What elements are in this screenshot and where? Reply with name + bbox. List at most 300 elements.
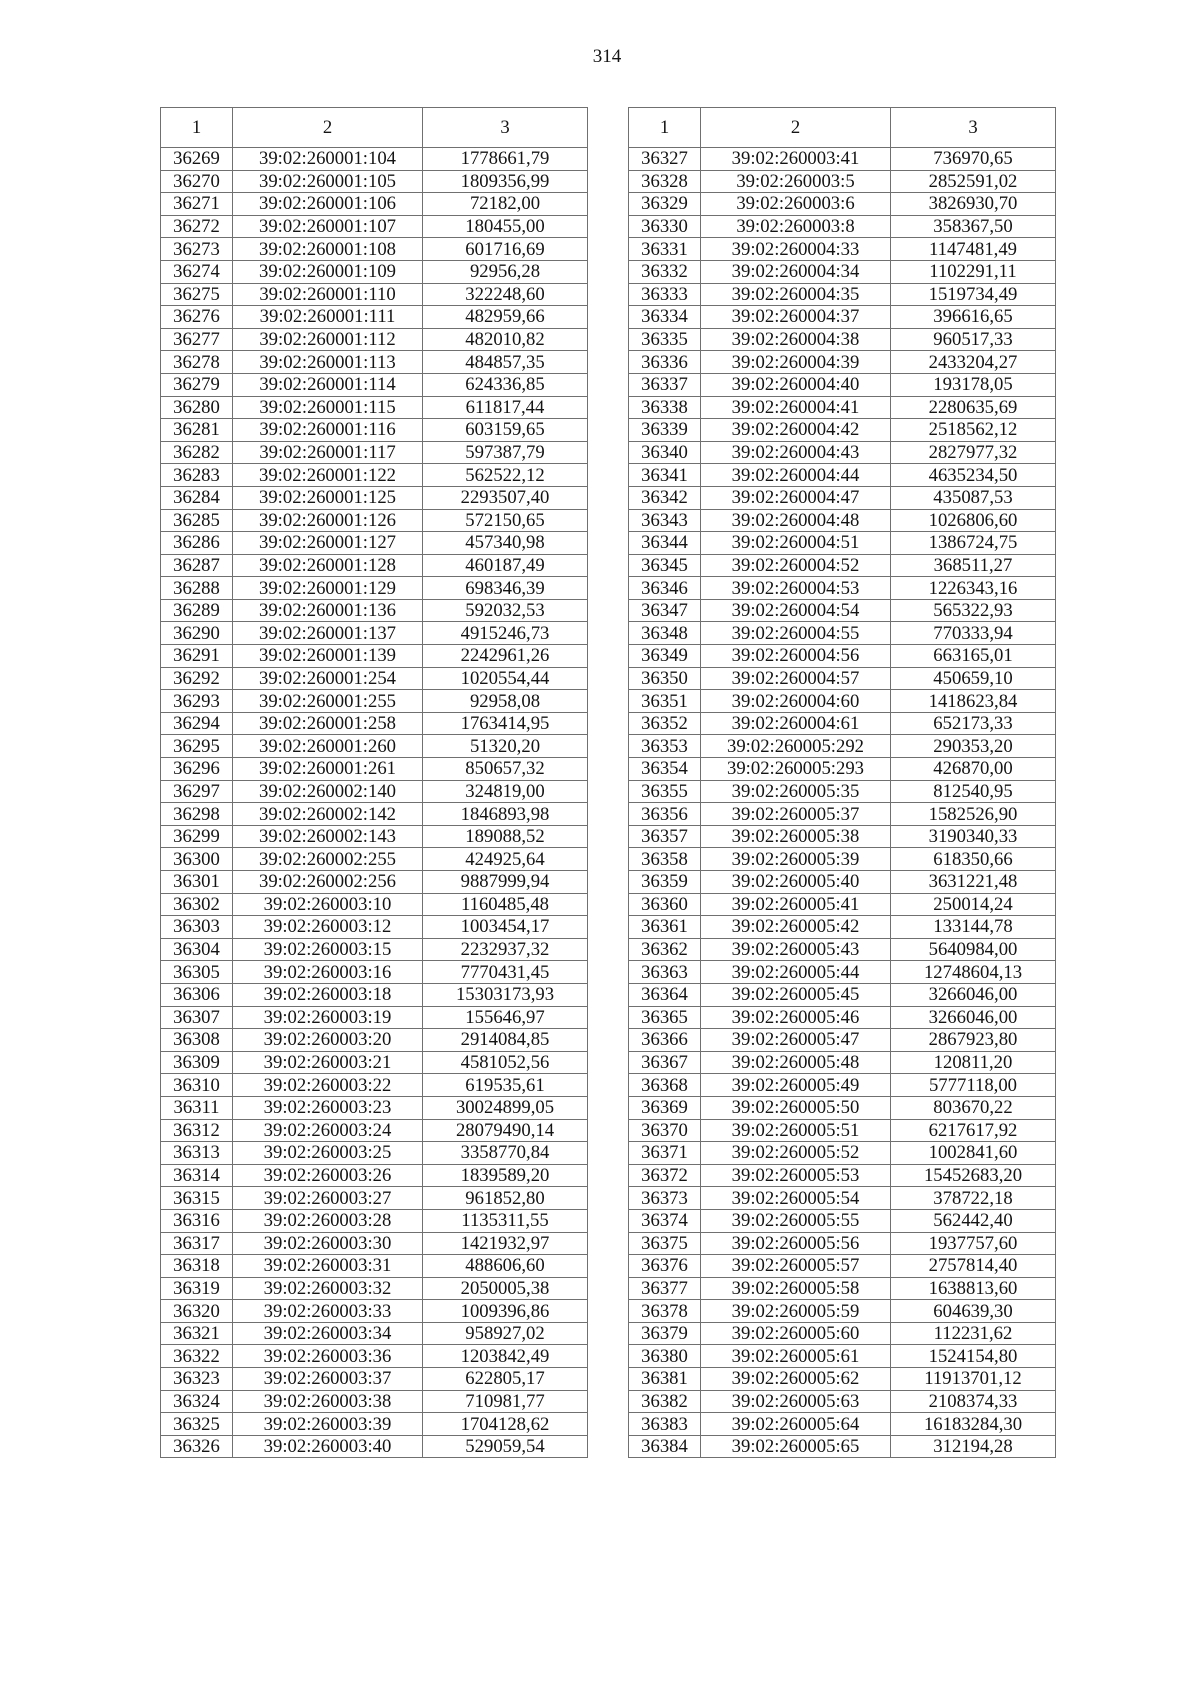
index-cell: 36313 (161, 1142, 233, 1165)
cadastral-number-cell: 39:02:260005:62 (701, 1368, 891, 1391)
cadastral-number-cell: 39:02:260003:20 (233, 1029, 423, 1052)
cadastral-number-cell: 39:02:260004:53 (701, 577, 891, 600)
index-cell: 36298 (161, 803, 233, 826)
table-row (629, 532, 1056, 555)
table-row (629, 712, 1056, 735)
index-cell: 36348 (629, 622, 701, 645)
index-cell: 36278 (161, 351, 233, 374)
index-cell: 36272 (161, 215, 233, 238)
index-cell: 36299 (161, 825, 233, 848)
cadastral-number-cell: 39:02:260003:5 (701, 170, 891, 193)
page-number: 314 (592, 46, 622, 67)
cadastral-number-cell: 39:02:260003:36 (233, 1345, 423, 1368)
value-cell: 1763414,95 (423, 712, 588, 735)
index-cell: 36280 (161, 396, 233, 419)
table-row (629, 464, 1056, 487)
table-row (629, 599, 1056, 622)
value-cell: 2827977,32 (891, 441, 1056, 464)
index-cell: 36318 (161, 1255, 233, 1278)
cadastral-number-cell: 39:02:260001:139 (233, 645, 423, 668)
value-cell: 1386724,75 (891, 532, 1056, 555)
table-row (161, 1029, 588, 1052)
table-row (629, 1209, 1056, 1232)
index-cell: 36322 (161, 1345, 233, 1368)
cadastral-number-cell: 39:02:260005:53 (701, 1164, 891, 1187)
table-row (161, 1096, 588, 1119)
cadastral-number-cell: 39:02:260005:63 (701, 1390, 891, 1413)
cadastral-number-cell: 39:02:260004:35 (701, 283, 891, 306)
index-cell: 36294 (161, 712, 233, 735)
index-cell: 36334 (629, 306, 701, 329)
cadastral-number-cell: 39:02:260003:22 (233, 1074, 423, 1097)
table-row (629, 509, 1056, 532)
table-row (161, 464, 588, 487)
index-cell: 36333 (629, 283, 701, 306)
table-row (161, 577, 588, 600)
value-cell: 1020554,44 (423, 667, 588, 690)
column-header-2: 2 (701, 108, 891, 148)
index-cell: 36300 (161, 848, 233, 871)
table-row (161, 1300, 588, 1323)
table-row (629, 893, 1056, 916)
index-cell: 36356 (629, 803, 701, 826)
table-row (629, 1119, 1056, 1142)
table-row (629, 306, 1056, 329)
value-cell: 133144,78 (891, 916, 1056, 939)
value-cell: 698346,39 (423, 577, 588, 600)
cadastral-number-cell: 39:02:260002:255 (233, 848, 423, 871)
value-cell: 3358770,84 (423, 1142, 588, 1165)
value-cell: 597387,79 (423, 441, 588, 464)
index-cell: 36310 (161, 1074, 233, 1097)
cadastral-number-cell: 39:02:260003:39 (233, 1413, 423, 1436)
value-cell: 1704128,62 (423, 1413, 588, 1436)
cadastral-number-cell: 39:02:260003:41 (701, 148, 891, 171)
cadastral-number-cell: 39:02:260004:39 (701, 351, 891, 374)
table-body (629, 148, 1056, 1458)
value-cell: 1839589,20 (423, 1164, 588, 1187)
value-cell: 960517,33 (891, 328, 1056, 351)
cadastral-number-cell: 39:02:260005:52 (701, 1142, 891, 1165)
value-cell: 2914084,85 (423, 1029, 588, 1052)
table-row (629, 1006, 1056, 1029)
cadastral-number-cell: 39:02:260004:34 (701, 260, 891, 283)
cadastral-number-cell: 39:02:260005:38 (701, 825, 891, 848)
index-cell: 36314 (161, 1164, 233, 1187)
cadastral-number-cell: 39:02:260005:54 (701, 1187, 891, 1210)
cadastral-number-cell: 39:02:260003:30 (233, 1232, 423, 1255)
index-cell: 36309 (161, 1051, 233, 1074)
index-cell: 36332 (629, 260, 701, 283)
index-cell: 36303 (161, 916, 233, 939)
cadastral-number-cell: 39:02:260003:25 (233, 1142, 423, 1165)
value-cell: 92956,28 (423, 260, 588, 283)
value-cell: 2108374,33 (891, 1390, 1056, 1413)
value-cell: 290353,20 (891, 735, 1056, 758)
table-row (161, 938, 588, 961)
index-cell: 36292 (161, 667, 233, 690)
value-cell: 652173,33 (891, 712, 1056, 735)
value-cell: 958927,02 (423, 1322, 588, 1345)
index-cell: 36370 (629, 1119, 701, 1142)
value-cell: 482959,66 (423, 306, 588, 329)
table-row (161, 351, 588, 374)
index-cell: 36317 (161, 1232, 233, 1255)
cadastral-number-cell: 39:02:260003:40 (233, 1435, 423, 1458)
table-row (629, 983, 1056, 1006)
table-row (161, 283, 588, 306)
cadastral-number-cell: 39:02:260005:39 (701, 848, 891, 871)
column-header-2: 2 (233, 108, 423, 148)
table-row (161, 441, 588, 464)
cadastral-number-cell: 39:02:260005:292 (701, 735, 891, 758)
value-cell: 619535,61 (423, 1074, 588, 1097)
index-cell: 36345 (629, 554, 701, 577)
table-row (161, 396, 588, 419)
table-row (629, 148, 1056, 171)
table-row (629, 1390, 1056, 1413)
cadastral-number-cell: 39:02:260001:129 (233, 577, 423, 600)
index-cell: 36346 (629, 577, 701, 600)
table-row (161, 554, 588, 577)
value-cell: 180455,00 (423, 215, 588, 238)
index-cell: 36358 (629, 848, 701, 871)
cadastral-number-cell: 39:02:260003:32 (233, 1277, 423, 1300)
index-cell: 36276 (161, 306, 233, 329)
value-cell: 803670,22 (891, 1096, 1056, 1119)
cadastral-number-cell: 39:02:260003:27 (233, 1187, 423, 1210)
value-cell: 5777118,00 (891, 1074, 1056, 1097)
index-cell: 36377 (629, 1277, 701, 1300)
cadastral-number-cell: 39:02:260003:18 (233, 983, 423, 1006)
column-header-1: 1 (629, 108, 701, 148)
cadastral-number-cell: 39:02:260001:254 (233, 667, 423, 690)
value-cell: 601716,69 (423, 238, 588, 261)
value-cell: 2293507,40 (423, 486, 588, 509)
cadastral-number-cell: 39:02:260004:44 (701, 464, 891, 487)
cadastral-number-cell: 39:02:260005:43 (701, 938, 891, 961)
table-row (629, 780, 1056, 803)
table-row (629, 1029, 1056, 1052)
cadastral-number-cell: 39:02:260001:114 (233, 373, 423, 396)
index-cell: 36342 (629, 486, 701, 509)
table-row (161, 306, 588, 329)
table-row (629, 916, 1056, 939)
value-cell: 424925,64 (423, 848, 588, 871)
value-cell: 2280635,69 (891, 396, 1056, 419)
value-cell: 604639,30 (891, 1300, 1056, 1323)
value-cell: 1003454,17 (423, 916, 588, 939)
value-cell: 961852,80 (423, 1187, 588, 1210)
cadastral-number-cell: 39:02:260003:21 (233, 1051, 423, 1074)
index-cell: 36307 (161, 1006, 233, 1029)
cadastral-number-cell: 39:02:260001:107 (233, 215, 423, 238)
table-row (629, 260, 1056, 283)
cadastral-number-cell: 39:02:260003:10 (233, 893, 423, 916)
table-row (161, 735, 588, 758)
cadastral-number-cell: 39:02:260004:43 (701, 441, 891, 464)
index-cell: 36282 (161, 441, 233, 464)
index-cell: 36381 (629, 1368, 701, 1391)
table-row (161, 961, 588, 984)
cadastral-number-cell: 39:02:260003:33 (233, 1300, 423, 1323)
index-cell: 36383 (629, 1413, 701, 1436)
table-row (161, 1413, 588, 1436)
cadastral-number-cell: 39:02:260005:51 (701, 1119, 891, 1142)
cadastral-number-cell: 39:02:260001:105 (233, 170, 423, 193)
value-cell: 770333,94 (891, 622, 1056, 645)
table-header (161, 108, 588, 148)
cadastral-number-cell: 39:02:260005:47 (701, 1029, 891, 1052)
value-cell: 358367,50 (891, 215, 1056, 238)
table-body (161, 148, 588, 1458)
index-cell: 36363 (629, 961, 701, 984)
value-cell: 6217617,92 (891, 1119, 1056, 1142)
value-cell: 1147481,49 (891, 238, 1056, 261)
index-cell: 36283 (161, 464, 233, 487)
cadastral-number-cell: 39:02:260003:16 (233, 961, 423, 984)
value-cell: 710981,77 (423, 1390, 588, 1413)
table-header (629, 108, 1056, 148)
table-row (629, 645, 1056, 668)
value-cell: 460187,49 (423, 554, 588, 577)
table-row (629, 1277, 1056, 1300)
value-cell: 120811,20 (891, 1051, 1056, 1074)
index-cell: 36275 (161, 283, 233, 306)
header-row (161, 108, 588, 148)
value-cell: 2757814,40 (891, 1255, 1056, 1278)
table-row (629, 735, 1056, 758)
value-cell: 15303173,93 (423, 983, 588, 1006)
value-cell: 435087,53 (891, 486, 1056, 509)
index-cell: 36290 (161, 622, 233, 645)
index-cell: 36352 (629, 712, 701, 735)
index-cell: 36327 (629, 148, 701, 171)
index-cell: 36312 (161, 1119, 233, 1142)
index-cell: 36302 (161, 893, 233, 916)
table-row (161, 419, 588, 442)
cadastral-number-cell: 39:02:260001:136 (233, 599, 423, 622)
index-cell: 36288 (161, 577, 233, 600)
index-cell: 36357 (629, 825, 701, 848)
table-row (161, 893, 588, 916)
table-row (629, 1322, 1056, 1345)
value-cell: 622805,17 (423, 1368, 588, 1391)
cadastral-number-cell: 39:02:260003:31 (233, 1255, 423, 1278)
cadastral-number-cell: 39:02:260004:33 (701, 238, 891, 261)
table-row (629, 871, 1056, 894)
table-row (161, 1006, 588, 1029)
table-row (161, 1255, 588, 1278)
index-cell: 36269 (161, 148, 233, 171)
table-row (629, 170, 1056, 193)
cadastral-number-cell: 39:02:260003:26 (233, 1164, 423, 1187)
cadastral-number-cell: 39:02:260003:24 (233, 1119, 423, 1142)
cadastral-number-cell: 39:02:260005:293 (701, 758, 891, 781)
index-cell: 36311 (161, 1096, 233, 1119)
table-row (629, 758, 1056, 781)
value-cell: 450659,10 (891, 667, 1056, 690)
table-row (161, 1277, 588, 1300)
table-row (161, 1051, 588, 1074)
cadastral-number-cell: 39:02:260004:41 (701, 396, 891, 419)
index-cell: 36326 (161, 1435, 233, 1458)
index-cell: 36273 (161, 238, 233, 261)
cadastral-number-cell: 39:02:260001:117 (233, 441, 423, 464)
table-row (629, 419, 1056, 442)
index-cell: 36368 (629, 1074, 701, 1097)
cadastral-number-cell: 39:02:260005:44 (701, 961, 891, 984)
table-row (161, 1119, 588, 1142)
cadastral-number-cell: 39:02:260005:61 (701, 1345, 891, 1368)
cadastral-number-cell: 39:02:260005:37 (701, 803, 891, 826)
cadastral-number-cell: 39:02:260005:64 (701, 1413, 891, 1436)
value-cell: 2867923,80 (891, 1029, 1056, 1052)
value-cell: 16183284,30 (891, 1413, 1056, 1436)
index-cell: 36349 (629, 645, 701, 668)
value-cell: 562522,12 (423, 464, 588, 487)
index-cell: 36366 (629, 1029, 701, 1052)
cadastral-number-cell: 39:02:260001:127 (233, 532, 423, 555)
cadastral-number-cell: 39:02:260001:261 (233, 758, 423, 781)
value-cell: 1778661,79 (423, 148, 588, 171)
index-cell: 36336 (629, 351, 701, 374)
cadastral-number-cell: 39:02:260001:112 (233, 328, 423, 351)
value-cell: 3266046,00 (891, 983, 1056, 1006)
table-row (629, 215, 1056, 238)
table-row (161, 328, 588, 351)
index-cell: 36367 (629, 1051, 701, 1074)
table-row (161, 848, 588, 871)
cadastral-number-cell: 39:02:260003:23 (233, 1096, 423, 1119)
index-cell: 36375 (629, 1232, 701, 1255)
value-cell: 324819,00 (423, 780, 588, 803)
cadastral-number-cell: 39:02:260001:116 (233, 419, 423, 442)
value-cell: 488606,60 (423, 1255, 588, 1278)
cadastral-number-cell: 39:02:260001:258 (233, 712, 423, 735)
cadastral-number-cell: 39:02:260001:110 (233, 283, 423, 306)
value-cell: 378722,18 (891, 1187, 1056, 1210)
index-cell: 36270 (161, 170, 233, 193)
index-cell: 36323 (161, 1368, 233, 1391)
index-cell: 36329 (629, 193, 701, 216)
table-row (629, 373, 1056, 396)
table-row (161, 871, 588, 894)
cadastral-number-cell: 39:02:260002:142 (233, 803, 423, 826)
index-cell: 36305 (161, 961, 233, 984)
index-cell: 36360 (629, 893, 701, 916)
index-cell: 36351 (629, 690, 701, 713)
table-row (161, 1390, 588, 1413)
cadastral-number-cell: 39:02:260003:15 (233, 938, 423, 961)
value-cell: 155646,97 (423, 1006, 588, 1029)
table-row (629, 1232, 1056, 1255)
cadastral-number-cell: 39:02:260004:48 (701, 509, 891, 532)
value-cell: 2242961,26 (423, 645, 588, 668)
value-cell: 592032,53 (423, 599, 588, 622)
index-cell: 36286 (161, 532, 233, 555)
table-row (629, 1187, 1056, 1210)
index-cell: 36355 (629, 780, 701, 803)
index-cell: 36301 (161, 871, 233, 894)
value-cell: 1009396,86 (423, 1300, 588, 1323)
cadastral-number-cell: 39:02:260002:140 (233, 780, 423, 803)
index-cell: 36372 (629, 1164, 701, 1187)
table-row (161, 622, 588, 645)
value-cell: 4581052,56 (423, 1051, 588, 1074)
index-cell: 36316 (161, 1209, 233, 1232)
column-header-1: 1 (161, 108, 233, 148)
cadastral-number-cell: 39:02:260004:42 (701, 419, 891, 442)
value-cell: 250014,24 (891, 893, 1056, 916)
index-cell: 36373 (629, 1187, 701, 1210)
value-cell: 1638813,60 (891, 1277, 1056, 1300)
index-cell: 36328 (629, 170, 701, 193)
cadastral-number-cell: 39:02:260002:256 (233, 871, 423, 894)
index-cell: 36274 (161, 260, 233, 283)
table-row (629, 1255, 1056, 1278)
index-cell: 36374 (629, 1209, 701, 1232)
index-cell: 36289 (161, 599, 233, 622)
index-cell: 36281 (161, 419, 233, 442)
value-cell: 1421932,97 (423, 1232, 588, 1255)
value-cell: 736970,65 (891, 148, 1056, 171)
table-row (629, 825, 1056, 848)
index-cell: 36324 (161, 1390, 233, 1413)
index-cell: 36277 (161, 328, 233, 351)
index-cell: 36337 (629, 373, 701, 396)
value-cell: 193178,05 (891, 373, 1056, 396)
index-cell: 36284 (161, 486, 233, 509)
table-row (161, 1368, 588, 1391)
table-row (629, 1164, 1056, 1187)
table-row (629, 486, 1056, 509)
value-cell: 1102291,11 (891, 260, 1056, 283)
cadastral-number-cell: 39:02:260005:40 (701, 871, 891, 894)
index-cell: 36362 (629, 938, 701, 961)
table-row (629, 1368, 1056, 1391)
table-row (629, 1096, 1056, 1119)
cadastral-number-cell: 39:02:260004:37 (701, 306, 891, 329)
table-row (629, 961, 1056, 984)
table-row (629, 396, 1056, 419)
index-cell: 36338 (629, 396, 701, 419)
cadastral-number-cell: 39:02:260005:42 (701, 916, 891, 939)
index-cell: 36279 (161, 373, 233, 396)
table-row (629, 1345, 1056, 1368)
cadastral-number-cell: 39:02:260005:41 (701, 893, 891, 916)
index-cell: 36293 (161, 690, 233, 713)
table-row (161, 170, 588, 193)
value-cell: 2518562,12 (891, 419, 1056, 442)
header-row (629, 108, 1056, 148)
cadastral-number-cell: 39:02:260005:45 (701, 983, 891, 1006)
value-cell: 1809356,99 (423, 170, 588, 193)
cadastral-number-cell: 39:02:260004:54 (701, 599, 891, 622)
table-row (629, 848, 1056, 871)
cadastral-number-cell: 39:02:260001:106 (233, 193, 423, 216)
index-cell: 36271 (161, 193, 233, 216)
index-cell: 36319 (161, 1277, 233, 1300)
cadastral-number-cell: 39:02:260001:255 (233, 690, 423, 713)
table-row (161, 193, 588, 216)
value-cell: 572150,65 (423, 509, 588, 532)
table-row (161, 1435, 588, 1458)
cadastral-number-cell: 39:02:260005:35 (701, 780, 891, 803)
value-cell: 850657,32 (423, 758, 588, 781)
value-cell: 1846893,98 (423, 803, 588, 826)
cadastral-number-cell: 39:02:260004:56 (701, 645, 891, 668)
